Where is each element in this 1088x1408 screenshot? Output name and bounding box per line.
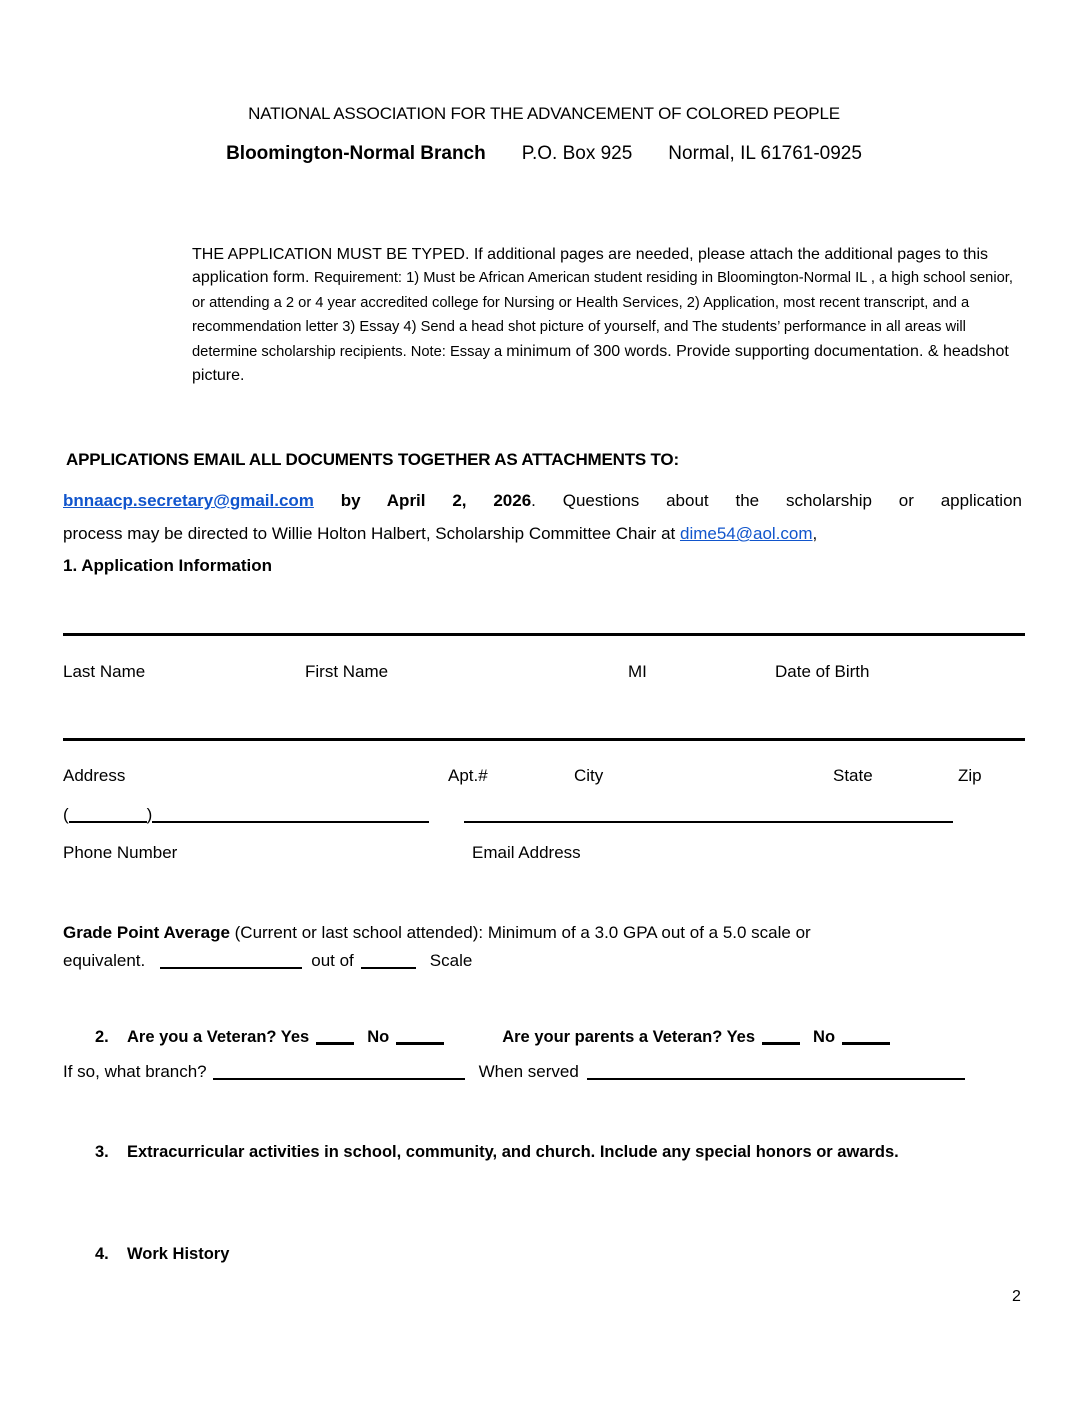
primary-email-link[interactable]: bnnaacp.secretary@gmail.com [63,491,314,510]
applications-heading: APPLICATIONS EMAIL ALL DOCUMENTS TOGETHER AS ATTACHMENTS TO: [66,450,679,469]
gpa-out-of: out of [311,950,354,970]
email-instructions-line2 [63,517,1022,550]
phone-number-blank [152,805,429,823]
intro-segment-1: THE APPLICATION MUST BE TYPED. If additional pages are needed, please attach the additional pages to this application form. [192,246,988,287]
chair-text: process may be directed to Willie Holton Halbert, Scholarship Committee Chair at [63,524,680,543]
email-address-blank [464,805,953,823]
city-label: City [574,766,604,785]
gpa-lead: Grade Point Average [63,923,230,942]
spacer [444,1041,502,1042]
line2-end: , [812,524,818,543]
question-4-text: Work History [127,1245,230,1263]
q2-part2: Are your parents a Veteran? Yes [502,1028,756,1046]
intro-paragraph [192,243,1026,387]
q2-part1: Are you a Veteran? Yes [127,1028,310,1046]
veteran-no-blank [396,1026,444,1045]
org-title: NATIONAL ASSOCIATION FOR THE ADVANCEMENT OF COLORED PEOPLE [248,104,840,123]
gpa-line1 [63,919,1028,947]
phone-paren-open: ( [63,805,69,824]
branch-blank [213,1062,465,1080]
section1-title: 1. Application Information [63,556,273,575]
contact-labels-row [63,843,1033,865]
city-state-zip: Normal, IL 61761-0925 [668,143,862,164]
mi-label: MI [628,662,647,681]
q2-no2: No [813,1028,836,1046]
question-4-number: 4. [95,1245,109,1263]
po-box: P.O. Box 925 [521,143,633,164]
email-instructions-line1 [63,484,1022,517]
address-label: Address [63,766,126,785]
phone-email-blanks [63,805,953,825]
apt-label: Apt.# [448,766,488,785]
gpa-value-blank [160,951,302,969]
question-2-veteran [95,1026,890,1047]
state-label: State [833,766,873,785]
branch-question: If so, what branch? [63,1062,207,1081]
email-instructions [63,484,1022,550]
last-name-label: Last Name [63,662,146,681]
gpa-scale: Scale [429,950,473,970]
date-of-birth-label: Date of Birth [775,662,870,681]
gpa-scale-blank [361,951,416,969]
question-4-work-history [95,1241,229,1269]
when-served-blank [587,1062,965,1080]
question-3-number: 3. [95,1143,109,1161]
name-fields-row [63,662,1033,684]
parents-yes-blank [762,1026,800,1045]
gpa-equivalent: equivalent. [63,950,146,970]
question-3-text: Extracurricular activities in school, community, and church. Include any special honors or awards. [127,1143,899,1161]
email-address-label: Email Address [472,843,581,862]
q2-no1: No [367,1028,390,1046]
divider-line-1 [63,633,1025,636]
branch-served-line [63,1062,965,1082]
questions-text: . Questions about the scholarship or application [531,491,1022,510]
when-served-label: When served [478,1062,579,1081]
question-3-extracurricular [95,1139,982,1167]
zip-label: Zip [958,766,982,785]
branch-name: Bloomington-Normal Branch [226,143,486,164]
spacer [429,819,464,820]
phone-number-label: Phone Number [63,843,178,862]
question-2-number: 2. [95,1028,109,1046]
parents-no-blank [842,1026,890,1045]
intro-segment-3: minimum of 300 words. Provide supporting documentation. & headshot picture. [192,342,1009,385]
branch-address-line [0,143,1088,165]
first-name-label: First Name [305,662,389,681]
divider-line-2 [63,738,1025,741]
deadline-text: by April 2, 2026 [313,491,532,510]
intro-segment-2: Requirement: 1) Must be African American student residing in Bloomington-Normal IL , a high school senior, or attending a 2 or 4 year accredited college for Nursing or Health Services, 2) Application, most recent transcript, and a recommendation letter 3) Essay 4) Send a head shot picture of yourself, and The students’ performance in all areas will determine scholarship recipients. Note: Essay a [192,270,1013,360]
address-fields-row [63,766,1033,788]
area-code-blank [69,805,147,823]
chair-email-link[interactable]: dime54@aol.com [679,524,813,543]
page-number: 2 [1012,1288,1021,1305]
veteran-yes-blank [316,1026,354,1045]
gpa-line1-rest: (Current or last school attended): Minimum of a 3.0 GPA out of a 5.0 scale or [229,923,811,942]
phone-paren-close: ) [146,805,153,824]
gpa-section [63,919,1028,974]
gpa-line2 [63,947,1028,975]
